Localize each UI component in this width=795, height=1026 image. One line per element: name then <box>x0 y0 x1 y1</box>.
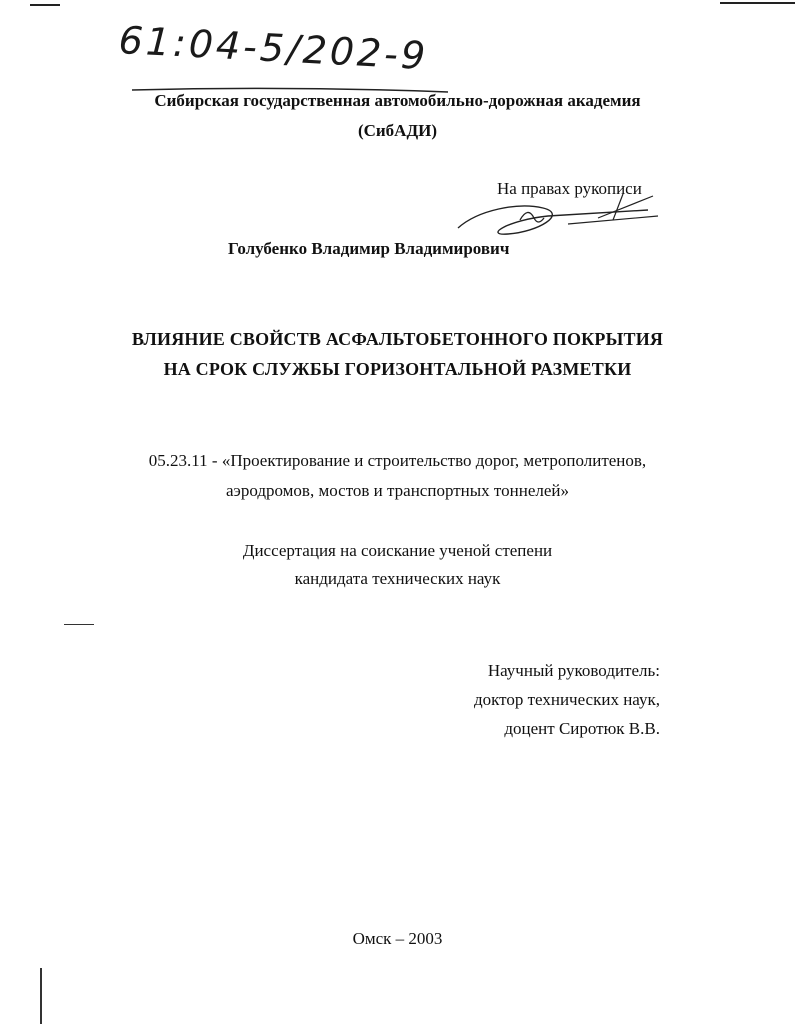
supervisor-name: доцент Сиротюк В.В. <box>504 719 660 738</box>
supervisor-degree: доктор технических наук, <box>473 690 660 709</box>
institution-name: Сибирская государственная автомобильно-дорожная академия <box>154 91 641 110</box>
supervisor-label: Научный руководитель: <box>487 661 660 680</box>
author-name: Голубенко Владимир Владимирович <box>228 239 510 258</box>
rights-note: На правах рукописи <box>497 179 642 198</box>
degree-line2: кандидата технических наук <box>294 569 501 588</box>
thesis-title-line1: ВЛИЯНИЕ СВОЙСТВ АСФАЛЬТОБЕТОННОГО ПОКРЫТИЯ <box>131 329 664 349</box>
specialty-line1: 05.23.11 - «Проектирование и строительство дорог, метрополитенов, <box>148 451 647 470</box>
scan-top-border-right <box>720 2 795 4</box>
handwritten-archive-number: 61:04-5/202-9 <box>117 18 430 79</box>
scan-left-mark <box>64 624 94 625</box>
degree-line1: Диссертация на соискание ученой степени <box>242 541 553 560</box>
scan-bottom-left-mark <box>40 968 42 1024</box>
specialty-line2: аэродромов, мостов и транспортных тоннелей» <box>226 481 569 500</box>
thesis-title-line2: НА СРОК СЛУЖБЫ ГОРИЗОНТАЛЬНОЙ РАЗМЕТКИ <box>163 359 632 379</box>
institution-abbreviation: (СибАДИ) <box>357 121 438 140</box>
city-year: Омск – 2003 <box>352 929 443 948</box>
scan-top-border <box>30 4 60 6</box>
